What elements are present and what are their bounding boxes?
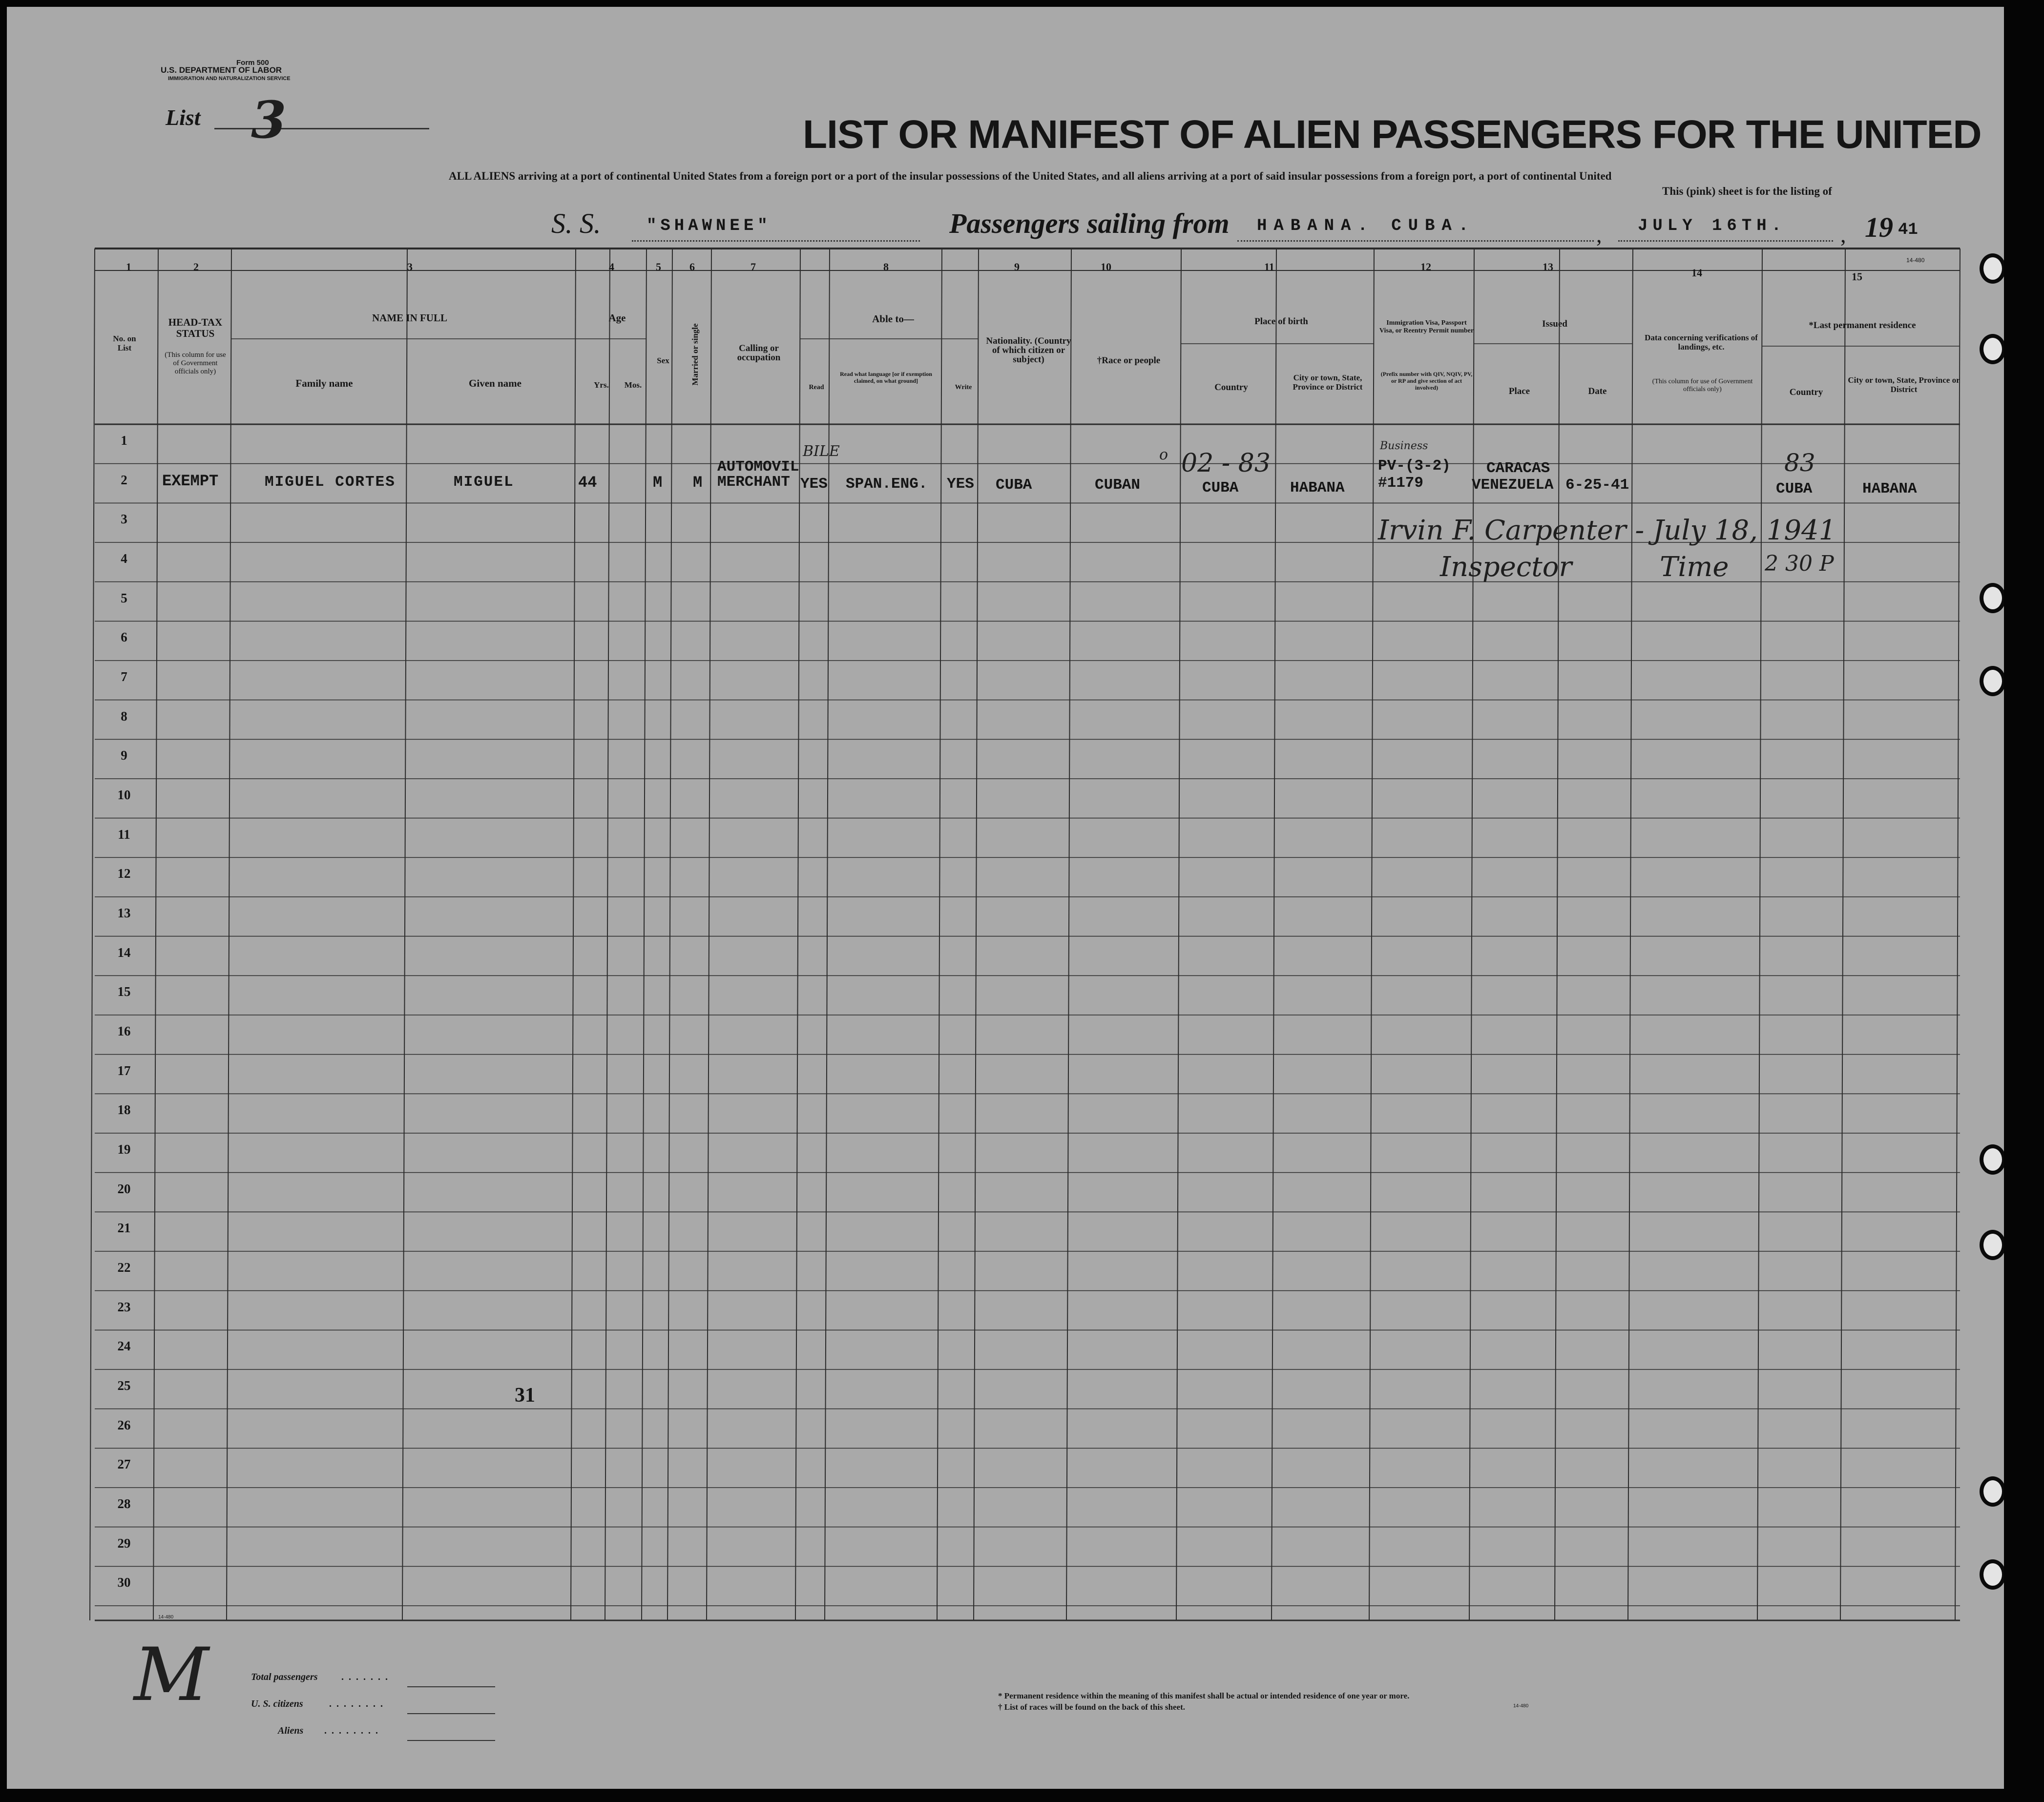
- grid-column-line: [1840, 249, 1845, 1620]
- row-number: 17: [117, 1063, 131, 1078]
- header-issued-place: Place: [1508, 386, 1530, 396]
- header-birth-city: City or town, State, Province or District: [1293, 373, 1363, 392]
- punch-hole-3: [1980, 583, 2004, 613]
- punch-hole-8: [1980, 1559, 2004, 1590]
- year-suffix: 41: [1898, 221, 1918, 239]
- grid-column-line: [1628, 249, 1633, 1620]
- row-number: 14: [117, 945, 131, 960]
- grid-column-line: [1272, 249, 1276, 1620]
- punch-hole-5: [1980, 1144, 2004, 1175]
- header-calling: Calling or occupation: [737, 343, 781, 363]
- sailing-date: JULY 16TH.: [1638, 217, 1787, 235]
- header-visa: Immigration Visa, Passport Visa, or Reentry Permit number: [1379, 319, 1474, 334]
- passenger-res-city: HABANA: [1862, 480, 1917, 497]
- aliens-dots: ........: [324, 1725, 383, 1736]
- header-last-residence: *Last permanent residence: [1809, 320, 1916, 331]
- grid-column-line: [937, 249, 942, 1620]
- footer-code-left: 14-480: [158, 1615, 174, 1620]
- col-num-10: 10: [1101, 261, 1111, 273]
- total-dots: .......: [341, 1672, 393, 1682]
- grid-column-line: [153, 249, 158, 1620]
- col-num-9: 9: [1014, 261, 1020, 273]
- grid-column-line: [1555, 249, 1560, 1620]
- col-num-5: 5: [656, 261, 661, 273]
- row-number: 4: [121, 551, 127, 566]
- ship-name: "SHAWNEE": [647, 217, 772, 235]
- citizens-dots: ........: [329, 1698, 388, 1709]
- passenger-issued-date: 6-25-41: [1565, 476, 1629, 494]
- passenger-given-name: MIGUEL: [454, 474, 514, 491]
- passenger-birth-city: HABANA: [1290, 479, 1345, 497]
- occupation-annotation: BILE: [803, 443, 840, 460]
- row-number: 12: [117, 866, 131, 881]
- grid-column-line: [402, 249, 407, 1620]
- passenger-nationality: CUBA: [996, 476, 1032, 494]
- passenger-birth-country: CUBA: [1202, 479, 1239, 497]
- aliens-line: [407, 1740, 495, 1741]
- header-place-of-birth: Place of birth: [1254, 316, 1308, 327]
- header-no-on-list: No. on List: [113, 334, 136, 352]
- punch-hole-7: [1980, 1476, 2004, 1507]
- row-number: 24: [117, 1339, 131, 1354]
- passenger-family-name: MIGUEL CORTES: [265, 474, 396, 491]
- punch-hole-2: [1980, 334, 2004, 364]
- passenger-sex: M: [653, 474, 663, 492]
- footnote-residence: * Permanent residence within the meaning of this manifest shall be actual or intended residence of one year or more.: [998, 1691, 1410, 1700]
- grid-column-line: [795, 249, 800, 1620]
- col-num-8: 8: [883, 261, 889, 273]
- header-age: Age: [608, 312, 626, 324]
- row-number: 9: [121, 748, 127, 763]
- row-number: 23: [117, 1299, 131, 1314]
- department-name: U.S. DEPARTMENT OF LABOR: [161, 65, 282, 75]
- row-number: 11: [118, 827, 130, 842]
- grid-column-line: [1955, 249, 1960, 1620]
- row-number: 8: [121, 708, 127, 724]
- total-passengers-label: Total passengers: [251, 1672, 318, 1682]
- header-sex: Sex: [657, 356, 669, 365]
- header-race: †Race or people: [1097, 355, 1161, 366]
- col-num-6: 6: [689, 261, 695, 273]
- list-label: List: [166, 105, 201, 130]
- passenger-visa-line2: #1179: [1378, 475, 1424, 492]
- header-visa-note: (Prefix number with QIV, NQIV, PV, or RP and give section of act involved): [1380, 371, 1473, 391]
- row-number: 26: [117, 1417, 131, 1432]
- grid-column-line: [642, 249, 647, 1620]
- row-number: 30: [117, 1575, 131, 1590]
- footnote-races: † List of races will be found on the back of this sheet.: [998, 1702, 1185, 1712]
- print-code: 14-480: [1906, 257, 1925, 264]
- passenger-issued-place-line1: CARACAS: [1486, 460, 1550, 477]
- passenger-occupation-line2: MERCHANT: [717, 474, 790, 491]
- row-number: 10: [117, 787, 131, 802]
- service-name: IMMIGRATION AND NATURALIZATION SERVICE: [168, 76, 291, 82]
- row-number: 15: [117, 984, 131, 999]
- col-num-12: 12: [1420, 261, 1431, 273]
- row-number: 1: [121, 433, 127, 448]
- passenger-read: YES: [800, 476, 828, 493]
- col-num-11: 11: [1264, 261, 1274, 273]
- residence-code: 83: [1784, 449, 1815, 477]
- grid-column-line: [974, 249, 979, 1620]
- header-nationality: Nationality. (Country of which citizen or subject): [986, 336, 1071, 365]
- passenger-visa-line1: PV-(3-2): [1378, 457, 1451, 475]
- row-number: 22: [117, 1260, 131, 1275]
- col-num-14: 14: [1691, 267, 1702, 279]
- grid-column-line: [1757, 249, 1762, 1620]
- punch-hole-6: [1980, 1230, 2004, 1260]
- row-number: 25: [117, 1378, 131, 1393]
- departure-port: HABANA. CUBA.: [1257, 217, 1476, 235]
- subtitle-line2: This (pink) sheet is for the listing of: [1662, 185, 1832, 197]
- grid-column-line: [605, 249, 610, 1620]
- row-number: 5: [121, 590, 127, 605]
- birth-code: 02 - 83: [1181, 449, 1271, 478]
- row-number: 7: [121, 669, 127, 684]
- total-line: [407, 1686, 495, 1687]
- header-name-in-full: NAME IN FULL: [372, 312, 447, 324]
- race-mark: o: [1159, 446, 1168, 463]
- passenger-head-tax: EXEMPT: [162, 472, 219, 490]
- grid-column-line: [227, 249, 231, 1620]
- col-num-15: 15: [1852, 270, 1862, 283]
- grid-column-line: [1369, 249, 1374, 1620]
- header-able-to: Able to—: [872, 313, 914, 325]
- header-issued: Issued: [1542, 319, 1567, 329]
- time-label: Time: [1660, 551, 1729, 583]
- comma-2: ,: [1840, 222, 1846, 247]
- row-number: 2: [121, 472, 127, 487]
- initial-mark: M: [134, 1633, 209, 1718]
- passenger-language: SPAN.ENG.: [846, 476, 928, 493]
- manifest-title: LIST OR MANIFEST OF ALIEN PASSENGERS FOR THE UNITED: [803, 112, 1981, 157]
- row-number: 19: [117, 1142, 131, 1157]
- passenger-occupation-line1: AUTOMOVIL: [717, 458, 799, 476]
- grid-column-line: [1469, 249, 1474, 1620]
- header-family-name: Family name: [295, 377, 353, 389]
- aliens-label: Aliens: [278, 1725, 304, 1736]
- col-num-3: 3: [407, 261, 413, 273]
- row-number: 29: [117, 1535, 131, 1551]
- table-grid: [7, 7, 2004, 1789]
- row-number: 20: [117, 1181, 131, 1196]
- grid-column-line: [707, 249, 711, 1620]
- passenger-race: CUBAN: [1095, 476, 1141, 494]
- grid-column-line: [1176, 249, 1181, 1620]
- visa-annotation: Business: [1380, 440, 1428, 452]
- manifest-sheet: [7, 7, 2004, 1789]
- passenger-write: YES: [947, 476, 974, 493]
- header-res-city: City or town, State, Province or District: [1848, 375, 1960, 394]
- year-prefix: 19: [1865, 211, 1893, 243]
- ss-label: S. S.: [551, 207, 601, 239]
- col-num-4: 4: [609, 261, 614, 273]
- header-write: Write: [955, 384, 972, 391]
- header-head-tax: HEAD-TAX STATUS: [168, 316, 223, 339]
- passenger-issued-place-line2: VENEZUELA: [1472, 476, 1554, 494]
- passenger-married: M: [693, 474, 703, 492]
- punch-hole-1: [1980, 253, 2004, 284]
- col-num-7: 7: [751, 261, 756, 273]
- header-data-note: (This column for use of Government officials only): [1652, 378, 1753, 393]
- citizens-line: [407, 1713, 495, 1714]
- header-age-mos: Mos.: [624, 380, 642, 390]
- passenger-res-country: CUBA: [1776, 480, 1813, 497]
- subtitle-line1: ALL ALIENS arriving at a port of continental United States from a foreign port or a port of the insular possessions of the United States, and all aliens arriving at a port of said insular possessions from a foreign port, a port of continental United: [449, 170, 1612, 182]
- header-read: Read: [809, 384, 824, 391]
- row-number: 16: [117, 1024, 131, 1038]
- col-num-13: 13: [1543, 261, 1553, 273]
- row-number: 21: [117, 1221, 131, 1236]
- punch-hole-4: [1980, 666, 2004, 696]
- header-res-country: Country: [1789, 387, 1823, 397]
- col-num-1: 1: [126, 261, 131, 273]
- list-number: 3: [251, 90, 287, 150]
- row-number: 3: [121, 512, 127, 527]
- grid-column-line: [1066, 249, 1071, 1620]
- row-number: 18: [117, 1102, 131, 1118]
- row-number: 28: [117, 1496, 131, 1511]
- col-num-2: 2: [193, 261, 199, 273]
- header-head-tax-note: (This column for use of Government officials only): [165, 351, 226, 375]
- inspector-title: Inspector: [1440, 551, 1572, 583]
- passenger-age-years: 44: [578, 474, 597, 492]
- grid-column-line: [90, 249, 95, 1620]
- us-citizens-label: U. S. citizens: [251, 1698, 303, 1709]
- inspector-signature: Irvin F. Carpenter - July 18, 1941: [1378, 515, 1836, 546]
- header-married: Married or single: [690, 323, 700, 386]
- time-value: 2 30 P: [1765, 551, 1834, 576]
- form-number: Form 500: [236, 59, 269, 67]
- header-issued-date: Date: [1588, 386, 1607, 396]
- stamped-number: 31: [515, 1384, 535, 1407]
- row-number: 13: [117, 906, 131, 920]
- grid-column-line: [571, 249, 576, 1620]
- header-read-language: Read what language [or if exemption claimed, on what ground]: [840, 371, 932, 384]
- comma-1: ,: [1596, 222, 1602, 247]
- grid-column-line: [667, 249, 672, 1620]
- footer-code-right: 14-480: [1513, 1703, 1529, 1709]
- row-number: 27: [117, 1457, 131, 1472]
- row-number: 6: [121, 630, 127, 645]
- header-given-name: Given name: [469, 377, 521, 389]
- sailing-label: Passengers sailing from: [949, 207, 1230, 239]
- header-age-yrs: Yrs.: [594, 380, 609, 390]
- header-birth-country: Country: [1214, 382, 1248, 393]
- header-data-concerning: Data concerning verifications of landings, etc.: [1645, 333, 1758, 352]
